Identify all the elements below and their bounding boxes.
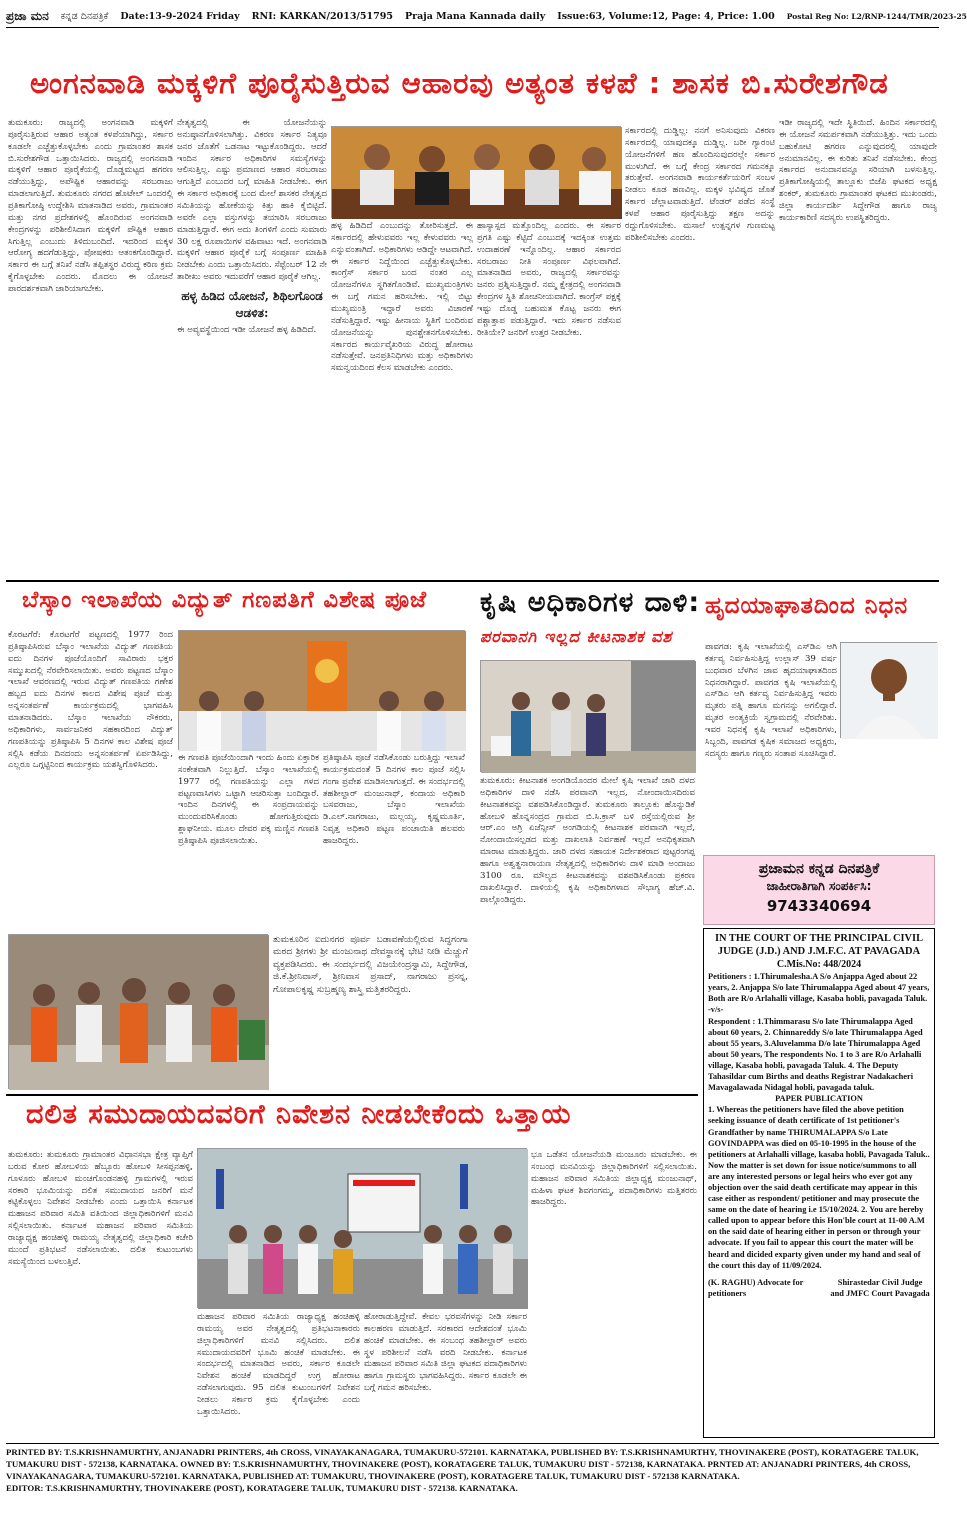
story6-col4: ಭೂ ಒಡೆತನ ಯೋಜನೆಯಡಿ ಮಂಜೂರು ಮಾಡಬೇಕು. ಈ ಸಂಬಂಧ ಮನವಿಯನ್ನು ಜಿಲ್ಲಾಧಿಕಾರಿಗಳಿಗೆ ಸಲ್ಲಿಸಲಾಯಿತು. ಮಹಾಜನ ಪರಿವಾರ ಸಮಿತಿಯ ಜಿಲ್ಲಾಧ್ಯಕ್ಷ ಮಂಜುನಾಥ್, ಮಹಿಳಾ ಘಟಕ ಶಿವಗಂಗಮ್ಮ, ಪದಾಧಿಕಾರಿಗಳು ಮತ್ತಿತರರು ಹಾಜರಿದ್ದರು. — [531, 1150, 697, 1208]
newspaper-tagline: ಕನ್ನಡ ದಿನಪತ್ರಿಕೆ — [60, 11, 109, 22]
protest-photo — [197, 1148, 527, 1308]
story1-col2-text: ನೇತೃತ್ವದಲ್ಲಿ ಈ ಯೋಜನೆಯನ್ನು ಅನುಷ್ಠಾನಗೊಳಿಸಲಾಗಿತ್ತು. ವಿಕರಣ ಸರ್ಕಾರ ನಿತ್ಯವೂ ಜನರ ಜೊತೆಗೆ ಒಡನಾಟ ಇಟ್ಟುಕೊಂಡಿದ್ದರು. ಆದರೆ ಇಂದಿನ ಸರ್ಕಾರ ಅಧಿಕಾರಿಗಳ ಸಮಸ್ಯೆಗಳನ್ನು ಆಲಿಸುತ್ತಿಲ್ಲ. ಎಷ್ಟು ಪ್ರಮಾಣದ ಆಹಾರ ಸರಬರಾಜು ಆಗುತ್ತಿದೆ ಎಂಬುದರ ಬಗ್ಗೆ ಮಾಹಿತಿ ನೀಡಬೇಕು. ಈಗ ಈ ಸರ್ಕಾರ ಅಧಿಕಾರಕ್ಕೆ ಬಂದ ಮೇಲೆ ಶಾಸಕರ ನೇತೃತ್ವದ ಸಮಿತಿಯನ್ನು ಹೋಕೆಯನ್ನು ಕಿತ್ತು ಹಾಕಿ ಕೈಬಿಟ್ಟಿದೆ. ಅವರೇ ಎಲ್ಲಾ ವಸ್ತುಗಳನ್ನು ತಯಾರಿಸಿ ಸರಬರಾಜು ಮಾಡುತ್ತಿದ್ದಾರೆ. ಈಗ ಅದು ತಿಂಗಳಿಗೆ ಎಂದು ಸುಮಾರು 30 ಲಕ್ಷ ರೂಪಾಯಿಗಳ ವಹಿವಾಟು ಇದೆ. ಅಂಗನವಾಡಿ ಮಕ್ಕಳಿಗೆ ಆಹಾರ ಪೂರೈಕೆ ಬಗ್ಗೆ ಸಂಪೂರ್ಣ ಮಾಹಿತಿ ನೀಡಬೇಕು ಎಂದು ಒತ್ತಾಯಿಸಿದರು. ಸೆಪ್ಟೆಂಬರ್ 12 ನೇ ತಾರೀಖು ಅವರು ಇದುವರೆಗೆ ಆಹಾರ ಪೂರೈಕೆ ಆಗಿಲ್ಲ. — [177, 118, 327, 283]
story2-col1: ಕೊರಟಗೆರೆ: ಕೊರಟಗೆರೆ ಪಟ್ಟಣದಲ್ಲಿ 1977 ರಿಂದ ಪ್ರತಿಷ್ಠಾಪಿಸಿರುವ ಬೆಸ್ಕಾಂ ಇಲಾಖೆಯ ವಿದ್ಯುತ್ ಗಣಪತಿಯ ಐದು ದಿನಗಳ ಪೂಜೆಯೊಂದಿಗೆ ಸಾವಿರಾರು ಭಕ್ತರ ಸಮ್ಮುಖದಲ್ಲಿ ನೆರವೇರಿಸಲಾಯಿತು. ಅವರು ಪಟ್ಟಣದ ಬೆಸ್ಕಾಂ ಇಲಾಖೆ ಆವರಣದಲ್ಲಿ ಇರುವ ವಿದ್ಯುತ್ ಗಣಪತಿಯ ಗಣೇಶ ಹಬ್ಬದ ಐದು ದಿನಗಳ ಕಾಲದ ವಿಶೇಷ ಪೂಜೆ ಮತ್ತು ಅನ್ನಸಂತರ್ಪಣೆ ಕಾರ್ಯಕ್ರಮದಲ್ಲಿ ಭಾಗವಹಿಸಿ ಮಾತನಾಡಿದರು. ಬೆಸ್ಕಾಂ ಇಲಾಖೆಯ ನೌಕರರು, ಅಧಿಕಾರಿಗಳು, ಸಾರ್ವಜನಿಕರ ಸಹಕಾರದಿಂದ ವಿದ್ಯುತ್ ಗಣಪತಿಯನ್ನು ಪ್ರತಿಷ್ಠಾಪಿಸಿ 5 ದಿನಗಳ ಕಾಲ ವಿಶೇಷ ಪೂಜೆ ಸಲ್ಲಿಸಿ ಕಡೆಯ ದಿನದಂದು ಅನ್ನಸಂತರ್ಪಣೆ ಏರ್ಪಡಿಸಿದ್ದು, ಎಲ್ಲರೂ ಒಗ್ಗಟ್ಟಿನಿಂದ ಕಾರ್ಯಕ್ರಮ ಯಶಸ್ವಿಗೊಳಿಸಿದರು. — [8, 630, 173, 771]
newspaper-title: Praja Mana Kannada daily — [404, 11, 546, 22]
court-petitioners: Petitioners : 1.Thirumalesha.A S/o Anjappa Aged about 22 years, 2. Anjappa S/o late Thirumalappa Aged about 47 years, Both are R/o Arlahalli village, Kasaba hobli, pavagada Taluk. — [708, 972, 930, 1004]
raid-illustration — [481, 661, 696, 773]
story1-headline: ಅಂಗನವಾಡಿ ಮಕ್ಕಳಿಗೆ ಪೂರೈಸುತ್ತಿರುವ ಆಹಾರವು ಅತ್ಯಂತ ಕಳಪೆ : ಶಾಸಕ ಬಿ.ಸುರೇಶಗೌಡ — [30, 66, 889, 100]
portrait-illustration — [841, 643, 938, 739]
obituary-portrait — [840, 642, 937, 738]
rni-number: RNI: KARKAN/2013/51795 — [251, 11, 393, 22]
swamiji-visit-photo — [8, 934, 268, 1089]
issue-info: Issue:63, Volume:12, Page: 4, Price: 1.00 — [557, 11, 775, 22]
court-case-no: C.Mis.No: 448/2024 — [776, 959, 862, 970]
story6-col3: ಹೋರಾಡುತ್ತಿದ್ದೇವೆ. ಕೇವಲ ಭರವಸೆಗಳನ್ನು ನೀಡಿ ಸರ್ಕಾರ ಕಾಲಹರಣ ಮಾಡುತ್ತಿದೆ. ಸರಕಾರದ ಆದೇಶದಂತೆ ಭೂಮಿ ಹಂಚಿಕೆ ಮಾಡಬೇಕು. ಈ ಸಂಬಂಧ ತಹಶೀಲ್ದಾರ್ ಅವರು ಸ್ಥಳ ಪರಿಶೀಲನೆ ನಡೆಸಿ ವರದಿ ನೀಡಬೇಕು. ಕರ್ನಾಟಕ ಮಹಾಜನ ಪರಿವಾರ ಸಮಿತಿ ಜಿಲ್ಲಾ ಘಟಕದ ಪದಾಧಿಕಾರಿಗಳು ಹಾಗೂ ಗ್ರಾಮಸ್ಥರು ಭಾಗವಹಿಸಿದ್ದರು. ಸರ್ಕಾರ ಕೂಡಲೇ ಈ ಬಗ್ಗೆ ಗಮನ ಹರಿಸಬೇಕು. — [364, 1312, 527, 1394]
court-vs: -v/s- — [708, 1005, 724, 1015]
court-advocate: (K. RAGHU) Advocate for petitioners — [708, 1277, 804, 1298]
puja-illustration — [179, 631, 466, 751]
story4-subheadline: ಪರವಾನಗಿ ಇಲ್ಲದ ಕೀಟನಾಶಕ ವಶ — [480, 627, 673, 646]
protest-illustration — [198, 1149, 528, 1309]
court-judge: Shirastedar Civil Judge and JMFC Court Pavagada — [830, 1277, 930, 1298]
story1-col5: ಸರ್ಕಾರದಲ್ಲಿ ದುಡ್ಡಿಲ್ಲ: ನನಗೆ ಅನಿಸುವುದು ವಿಕರಣ ಸರ್ಕಾರದಲ್ಲಿ ಯಾವುದಕ್ಕೂ ದುಡ್ಡಿಲ್ಲ. ಬರೀ ಗ್ಯಾರಂಟಿ ಯೋಜನೆಗಳಿಗೆ ಹಣ ಹೊಂದಿಸುವುದರಲ್ಲೇ ಸರ್ಕಾರ ಮುಳುಗಿದೆ. ಈ ಬಗ್ಗೆ ಕೇಂದ್ರ ಸರ್ಕಾರದ ಗಮನಕ್ಕೂ ತರುತ್ತೇವೆ. ಅಂಗನವಾಡಿ ಕಾರ್ಯಕರ್ತೆಯರಿಗೆ ಸಂಬಳ ನೀಡಲು ಕೂಡ ಹಣವಿಲ್ಲ. ಮಕ್ಕಳ ಭವಿಷ್ಯದ ಜೊತೆ ಸರ್ಕಾರ ಚೆಲ್ಲಾಟವಾಡುತ್ತಿದೆ. ಟೆಂಡರ್ ಪಡೆದ ಸಂಸ್ಥೆ ಕಳಪೆ ಆಹಾರ ಪೂರೈಸುತ್ತಿದ್ದು ತಕ್ಷಣ ಅದನ್ನು ರದ್ದುಗೊಳಿಸಬೇಕು. ಮಸಾಲೆ ಉತ್ಪನ್ನಗಳ ಗುಣಮಟ್ಟ ಪರಿಶೀಲಿಸಬೇಕು ಎಂದರು. — [625, 126, 775, 243]
issue-date: Date:13-9-2024 Friday — [120, 11, 240, 22]
story1-col4: ಹಾಸ್ಯಾಸ್ಪದ ಮತ್ತೊಂದಿಲ್ಲ ಎಂದರು. ಈ ಸರ್ಕಾರ ಪ್ರಗತಿ ಎಷ್ಟು ಕೆಟ್ಟಿದೆ ಎಂಬುದಕ್ಕೆ ಇದಕ್ಕಿಂತ ಉತ್ತಮ ಉದಾಹರಣೆ ಇನ್ನೊಂದಿಲ್ಲ. ಆಹಾರ ಸರ್ಕಾರದ ಸರಬರಾಜು ನೀತಿ ಸಂಪೂರ್ಣ ವಿಫಲವಾಗಿದೆ. ಮಾತನಾಡಿದ ಅವರು, ರಾಜ್ಯದಲ್ಲಿ ಸರ್ಕಾರವನ್ನು ಜನರು ಪ್ರಶ್ನಿಸುತ್ತಿದ್ದಾರೆ. ನಮ್ಮ ಕ್ಷೇತ್ರದಲ್ಲಿ ಅಂಗನವಾಡಿ ಕೇಂದ್ರಗಳ ಸ್ಥಿತಿ ಶೋಚನೀಯವಾಗಿದೆ. ಕಾಂಗ್ರೆಸ್ ಪಕ್ಷಕ್ಕೆ ಇಷ್ಟು ದೊಡ್ಡ ಬಹುಮತ ಕೊಟ್ಟ ಜನರು ಈಗ ಪಶ್ಚಾತ್ತಾಪ ಪಡುತ್ತಿದ್ದಾರೆ. ಇದು ಸರ್ಕಾರ ನಡೆಸುವ ರೀತಿಯೇ? ಜನರಿಗೆ ಉತ್ತರ ನೀಡಬೇಕು. — [477, 221, 621, 338]
story2-col3: ಪ್ರತಿಷ್ಠಾಪಿಸಿ ಪೂಜೆ ನಡೆಸಿಕೊಂಡು ಬರುತ್ತಿದ್ದು ಇಲಾಖೆ ಕಾರ್ಯಕ್ರಮದಂತೆ 5 ದಿನಗಳ ಕಾಲ ಪೂಜೆ ಸಲ್ಲಿಸಿ ಗಂಗಾ ಪ್ರವೇಶ ಮಾಡಿಸಲಾಗುತ್ತದೆ. ಈ ಸಂದರ್ಭದಲ್ಲಿ ತಹಶೀಲ್ದಾರ್ ಮಂಜುನಾಥ್, ಕಂದಾಯ ಅಧಿಕಾರಿ ಬಸವರಾಜು, ಬೆಸ್ಕಾಂ ಇಲಾಖೆಯ ಡಿ.ಎಲ್.ನಾಗರಾಜು, ಮಲ್ಲಯ್ಯ, ಕೃಷ್ಣಮೂರ್ತಿ, ನಿವೃತ್ತ ಅಧಿಕಾರಿ ಪಟ್ಟಣ ಪಂಚಾಯಿತಿ ಹಲವರು ಹಾಜರಿದ್ದರು. — [323, 753, 465, 847]
postal-reg: Postal Reg No: L2/RNP-1244/TMR/2023-25 — [786, 12, 967, 21]
footer-imprint: PRINTED BY: T.S.KRISHNAMURTHY, ANJANADRI PRINTERS, 4th CROSS, VINAYAKANAGARA, TUMAKURU-572101. KARNATAKA, PUBLISHED BY: T.S.KRISHNAMURTHY, THOVINAKERE (POST), KORATAGERE TALUK, TUMAKURU DIST - 572138, KARNATAKA. OWNED BY: T.S.KRISHNAMURTHY, THOVINAKERE (POST), KORATAGERE TALUK, TUMAKURU DIST - 572138, KARNATAKA. PRNTED AT: ANJANADRI PRINTERS, 4th CROSS, VINAYAKANAGARA, TUMAKURU-572101. KARNATAKA, PUBLISHED AT: TUMAKURU, THOVINAKERE (POST), KORATAGERE TALUK, TUMAKURU DIST - 572138 KARNATAKA. — [6, 1447, 919, 1481]
story1-subheading: ಹಳ್ಳ ಹಿಡಿದ ಯೋಜನೆ, ಶಿಥಿಲಗೊಂಡ ಆಡಳಿತ: — [181, 289, 323, 320]
story1-col6: ಇಡೀ ರಾಜ್ಯದಲ್ಲಿ ಇದೇ ಸ್ಥಿತಿಯಿದೆ. ಹಿಂದಿನ ಸರ್ಕಾರದಲ್ಲಿ ಈ ಯೋಜನೆ ಸಮರ್ಪಕವಾಗಿ ನಡೆಯುತ್ತಿತ್ತು. ಇದು ಒಂದು ಬಹುಕೋಟಿ ಹಗರಣ ಎನ್ನುವುದರಲ್ಲಿ ಯಾವುದೇ ಅನುಮಾನವಿಲ್ಲ. ಈ ಕುರಿತು ತನಿಖೆ ನಡೆಸಬೇಕು. ಕೇಂದ್ರ ಸರ್ಕಾರದ ಅನುದಾನವನ್ನೂ ಸರಿಯಾಗಿ ಬಳಸುತ್ತಿಲ್ಲ. ಪ್ರತಿಕಾಗೋಷ್ಠಿಯಲ್ಲಿ ತಾಲ್ಲೂಕು ಬಿಜೆಪಿ ಘಟಕದ ಅಧ್ಯಕ್ಷ ಶಂಕರ್, ತುಮಕೂರು ಗ್ರಾಮಾಂತರ ಘಟಕದ ಮುಖಂಡರು, ಜಿಲ್ಲಾ ಕಾರ್ಯದರ್ಶಿ ಸಿದ್ದೇಗೌಡ ಹಾಗೂ ರಾಜ್ಯ ಕಾರ್ಯಕಾರಿಣಿ ಸದಸ್ಯರು ಉಪಸ್ಥಿತರಿದ್ದರು. — [779, 118, 937, 223]
story4-headline: ಕೃಷಿ ಅಧಿಕಾರಿಗಳ ದಾಳಿ: — [480, 587, 701, 618]
court-pub-title: PAPER PUBLICATION — [775, 1094, 863, 1104]
swamiji-illustration — [9, 935, 269, 1090]
pesticide-raid-photo — [480, 660, 695, 772]
newspaper-logo: ಪ್ರಜಾ ಮನ — [6, 9, 49, 23]
story6-col1: ತುಮಕೂರು: ತುಮಕೂರು ಗ್ರಾಮಾಂತರ ವಿಧಾನಸಭಾ ಕ್ಷೇತ್ರ ವ್ಯಾಪ್ತಿಗೆ ಬರುವ ಕೋರ ಹೋಬಳಿಯ ಹೆಬ್ಬೂರು ಹೋಬಳಿ ಸೀಸಪ್ಪನಹಳ್ಳಿ, ಗೂಳೂರು ಹೋಬಳಿ ಮಂಚಗೊಂಡನಹಳ್ಳಿ ಗ್ರಾಮಗಳಲ್ಲಿ ಇರುವ ಸರಕಾರಿ ಭೂಮಿಯನ್ನು ದಲಿತ ಸಮುದಾಯದ ಜನರಿಗೆ ಮನೆ ಕಟ್ಟಿಕೊಳ್ಳಲು ನಿವೇಶನ ನೀಡಬೇಕು ಎಂದು ಒತ್ತಾಯಿಸಿ ಕರ್ನಾಟಕ ಮಹಾಜನ ಪರಿವಾರ ಸಮಿತಿ ವತಿಯಿಂದ ಜಿಲ್ಲಾಧಿಕಾರಿಗಳಿಗೆ ಮನವಿ ಸಲ್ಲಿಸಲಾಯಿತು. ಕರ್ನಾಟಕ ಮಹಾಜನ ಪರಿವಾರ ಸಮಿತಿಯ ರಾಜ್ಯಾಧ್ಯಕ್ಷ ಹಂಚಿಹಳ್ಳಿ ರಾಮಯ್ಯ ನೇತೃತ್ವದಲ್ಲಿ ಜಿಲ್ಲಾಧಿಕಾರಿ ಕಚೇರಿ ಮುಂದೆ ಪ್ರತಿಭಟನೆ ನಡೆಸಲಾಯಿತು. ದಲಿತ ಕುಟುಂಬಗಳು ಸಮಸ್ಯೆಯಿಂದ ಬಳಲುತ್ತಿವೆ. — [8, 1150, 193, 1267]
story3-caption: ತುಮಕೂರಿನ ಐದುನಗರ ಪೂರ್ವ ಬಡಾವಣೆಯಲ್ಲಿರುವ ಸಿದ್ಧಗಂಗಾ ಮಠದ ಶ್ರೀಗಳು ಶ್ರೀ ಮಂಜುನಾಥ ದೇವಸ್ಥಾನಕ್ಕೆ ಭೇಟಿ ನೀಡಿ ಮೆಚ್ಚುಗೆ ವ್ಯಕ್ತಪಡಿಸಿದರು. ಈ ಸಂದರ್ಭದಲ್ಲಿ ವಿಜಯೇಂದ್ರಸ್ವಾಮಿ, ಸಿದ್ದೇಗೌಡ, ಜಿ.ಕೆ.ಶ್ರೀನಿವಾಸ್, ಶ್ರೀನಿವಾಸ ಪ್ರಸಾದ್, ನಾಗರಾಜು ಪ್ರಸನ್ನ, ಗೋಪಾಲಕೃಷ್ಣ ಸುಬ್ರಹ್ಮಣ್ಯ ಶಾಸ್ತ್ರಿ ಮತ್ತಿತರರಿದ್ದರು. — [273, 935, 468, 995]
story1-col2b-text: ಈ ಅವ್ಯವಸ್ಥೆಯಿಂದ ಇಡೀ ಯೋಜನೆ ಹಳ್ಳ ಹಿಡಿದಿದೆ. — [177, 325, 317, 336]
divider — [6, 1094, 698, 1096]
press-meet-photo — [331, 126, 621, 218]
ganapathi-puja-photo — [178, 630, 465, 750]
story5-body-top — [705, 642, 837, 759]
court-signatures — [708, 1277, 930, 1299]
story4-body: ತುಮಕೂರು: ಕೀಟನಾಶಕ ಅಂಗಡಿಯೊಂದರ ಮೇಲೆ ಕೃಷಿ ಇಲಾಖೆ ಜಾರಿ ದಳದ ಅಧಿಕಾರಿಗಳ ದಾಳಿ ನಡೆಸಿ ಪರವಾನಗಿ ಇಲ್ಲದ, ನೋಂದಾಯಿಸದಿರುವ ಕೀಟನಾಶಕವನ್ನು ವಶಪಡಿಸಿಕೊಂಡಿದ್ದಾರೆ. ತುಮಕೂರು ತಾಲ್ಲೂಕು ಹೊನ್ನುಡಿಕೆ ಹೋಬಳಿ ಹೊನ್ನಸಂದ್ರದ ಗ್ರಾಮದ ಬಿ.ಸಿ.ಕ್ರಾಸ್ ಬಳಿ ರಸ್ತೆಯಲ್ಲಿರುವ ಶ್ರೀ ಆರ್.ಎಂ ಅಗ್ರಿ ಏಜೆನ್ಸೀಸ್ ಅಂಗಡಿಯಲ್ಲಿ ಕೀಟನಾಶಕ ಪರವಾನಗಿ ಇಲ್ಲದೆ, ನೋಂದಾಯಿಸಲ್ಪಡದ ಮತ್ತು ದಾಖಲಾತಿ ನಿರ್ವಹಣೆ ಇಲ್ಲದೆ ಅನಧಿಕೃತವಾಗಿ ಮಾರಾಟ ಮಾಡುತ್ತಿದ್ದರು. ಜಾರಿ ದಳದ ಸಹಾಯಕ ನಿರ್ದೇಶಕರಾದ ಪುಟ್ಟರಂಗಪ್ಪ ಹಾಗೂ ಅಶ್ವತ್ಥನಾರಾಯಣ ನೇತೃತ್ವದಲ್ಲಿ ಅಧಿಕಾರಿಗಳು ದಾಳಿ ಮಾಡಿ ಅಂದಾಜು 3100 ರೂ. ಮೌಲ್ಯದ ಕೀಟನಾಶಕವನ್ನು ವಶಪಡಿಸಿಕೊಂಡು ಪ್ರಕರಣ ದಾಖಲಿಸಿದ್ದಾರೆ. ದಾಳಿಯಲ್ಲಿ ಕೃಷಿ ಅಧಿಕಾರಿಗಳಾದ ಸೌಭಾಗ್ಯ ಹೆಚ್.ವಿ. ಪಾಲ್ಗೊಂಡಿದ್ದರು. — [480, 776, 695, 905]
ad-phone: 9743340694 — [766, 897, 872, 915]
press-meet-illustration — [332, 127, 622, 219]
story6-headline: ದಲಿತ ಸಮುದಾಯದವರಿಗೆ ನಿವೇಶನ ನೀಡಬೇಕೆಂದು ಒತ್ತಾಯ — [26, 1099, 572, 1130]
story5-body: ಪಾವಗಡ: ಕೃಷಿ ಇಲಾಖೆಯಲ್ಲಿ ಎಸ್‌ಡಿಎ ಆಗಿ ಕರ್ತವ್ಯ ನಿರ್ವಹಿಸುತ್ತಿದ್ದ ಉಲ್ಲಾಸ್ 39 ವರ್ಷ ಬುಧವಾರ ಬೆಳಗಿನ ಜಾವ ಹೃದಯಾಘಾತದಿಂದ ನಿಧನರಾಗಿದ್ದಾರೆ. ಪಾವಗಡ ಕೃಷಿ ಇಲಾಖೆಯಲ್ಲಿ ಎಸ್‌ಡಿಎ ಆಗಿ ಕರ್ತವ್ಯ ನಿರ್ವಹಿಸುತ್ತಿದ್ದ ಇವರು ಮೃತರು ಪತ್ನಿ ಹಾಗೂ ಮಗನನ್ನು ಅಗಲಿದ್ದಾರೆ. ಮೃತರ ಅಂತ್ಯಕ್ರಿಯೆ ಸ್ವಗ್ರಾಮದಲ್ಲಿ ನೆರವೇರಿತು. ಇವರ ನಿಧನಕ್ಕೆ ಕೃಷಿ ಇಲಾಖೆ ಅಧಿಕಾರಿಗಳು, ಸಿಬ್ಬಂದಿ, ಪಾವಗಡ ಕೃಷಿಕ ಸಮಾಜದ ಅಧ್ಯಕ್ಷರು, ಸದಸ್ಯರು ಹಾಗೂ ಗಣ್ಯರು ಸಂತಾಪ ಸೂಚಿಸಿದ್ದಾರೆ. — [705, 642, 837, 759]
story5-headline: ಹೃದಯಾಘಾತದಿಂದ ನಿಧನ — [705, 593, 909, 619]
divider — [6, 580, 939, 582]
printer-footer — [6, 1443, 939, 1519]
advertisement-box — [703, 855, 935, 925]
masthead — [6, 6, 967, 28]
story1-col1: ತುಮಕೂರು: ರಾಜ್ಯದಲ್ಲಿ ಅಂಗನವಾಡಿ ಮಕ್ಕಳಿಗೆ ಪೂರೈಸುತ್ತಿರುವ ಆಹಾರ ಅತ್ಯಂತ ಕಳಪೆಯಾಗಿದ್ದು, ಸರ್ಕಾರ ಕೂಡಲೇ ಎಚ್ಚೆತ್ತುಕೊಳ್ಳಬೇಕು ಎಂದು ಗ್ರಾಮಾಂತರ ಶಾಸಕ ಬಿ.ಸುರೇಶಗೌಡ ಒತ್ತಾಯಿಸಿದರು. ರಾಜ್ಯದಲ್ಲಿ ಅಂಗನವಾಡಿ ಮಕ್ಕಳಿಗೆ ಆಹಾರ ಪೂರೈಕೆಯಲ್ಲಿ ದೊಡ್ಡಮಟ್ಟದ ಹಗರಣ ನಡೆಯುತ್ತಿದ್ದು, ಅಪೌಷ್ಟಿಕ ಆಹಾರವನ್ನು ಸರಬರಾಜು ಮಾಡಲಾಗುತ್ತಿದೆ. ತುಮಕೂರು ನಗರದ ಹೊಟೇಲ್ ಒಂದರಲ್ಲಿ ಪ್ರತಿಕಾಗೋಷ್ಠಿ ಉದ್ದೇಶಿಸಿ ಮಾತನಾಡಿದ ಅವರು, ಗ್ರಾಮಾಂತರ ಮತ್ತು ನಗರ ಪ್ರದೇಶಗಳಲ್ಲಿ ಹೊಂದಿರುವ ಅಂಗನವಾಡಿ ಕೇಂದ್ರಗಳನ್ನು ಪರಿಶೀಲಿಸಿದಾಗ ಮಕ್ಕಳಿಗೆ ಪೌಷ್ಟಿಕ ಆಹಾರ ಸಿಗುತ್ತಿಲ್ಲ ಎಂಬುದು ತಿಳಿದುಬಂದಿದೆ. ಇದರಿಂದ ಮಕ್ಕಳ ಆರೋಗ್ಯ ಹದಗೆಡುತ್ತಿದ್ದು, ಪೋಷಕರು ಆತಂಕಗೊಂಡಿದ್ದಾರೆ. ಸರ್ಕಾರ ಈ ಬಗ್ಗೆ ತನಿಖೆ ನಡೆಸಿ ತಪ್ಪಿತಸ್ಥರ ವಿರುದ್ಧ ಕಠಿಣ ಕ್ರಮ ಕೈಗೊಳ್ಳಬೇಕು ಎಂದರು. ಮೊದಲು ಈ ಯೋಜನೆ ಪಾರದರ್ಶಕವಾಗಿ ಜಾರಿಯಾಗಬೇಕು. — [8, 118, 173, 295]
court-respondents: Respondent : 1.Thimmarasu S/o late Thirumalappa Aged about 60 years, 2. Chinnareddy S/o late Thirumalappa Aged about 55 years, 3.Aluvelamma D/o late Thirumalappa Aged about 50 years, The respondents No. 1 to 3 are R/o Arlahalli village, Kasaba hobli, pavagada Taluk. 4. The Deputy Tahasildar cum Births and deaths Registrar Nadakacheri Mavagalawada Nidagal hobli, pavagada taluk. — [708, 1016, 923, 1093]
ad-line2: ಜಾಹೀರಾತಿಗಾಗಿ ಸಂಪರ್ಕಿಸಿ: — [766, 879, 872, 893]
story2-col2: ಈ ಗಣಪತಿ ಪೂಜೆಯಿಂದಾಗಿ ಇಂದು ಹಿಂದು ಏಕ್ತಾರಿಕ ಸಂಕೇತವಾಗಿ ನಿಲ್ಲುತ್ತಿದೆ. ಬೆಸ್ಕಾಂ ಇಲಾಖೆಯಲ್ಲಿ 1977 ರಲ್ಲಿ ಗಣಪತಿಯನ್ನು ಎಲ್ಲಾ ಗಳದ ಪಟ್ಟಣವಾಸಿಗಳು ಒಟ್ಟಾಗಿ ಆಚರಿಸುತ್ತಾ ಬಂದಿದ್ದಾರೆ. ಇಂದಿನ ದಿನಗಳಲ್ಲಿ ಈ ಸಂಪ್ರದಾಯವನ್ನು ಮುಂದುವರಿಸಿಕೊಂಡು ಹೋಗುತ್ತಿರುವುದು ಶ್ಲಾಘನೀಯ. ಮೂಲ ದೇವರ ಪಕ್ಕ ಮಣ್ಣಿನ ಗಣಪತಿ ಪ್ರತಿಷ್ಠಾಪಿಸಿ ಪೂಜಿಸಲಾಯಿತು. — [178, 753, 319, 847]
story1-col2 — [177, 118, 327, 578]
court-title: IN THE COURT OF THE PRINCIPAL CIVIL JUDGE (J.D.) AND J.M.F.C. AT PAVAGADA — [714, 933, 924, 957]
ad-line1: ಪ್ರಜಾಮನ ಕನ್ನಡ ದಿನಪತ್ರಿಕೆ — [758, 861, 880, 877]
court-notice — [703, 928, 935, 1438]
story1-col3: ಹಳ್ಳ ಹಿಡಿದಿದೆ ಎಂಬುದನ್ನು ತೋರಿಸುತ್ತದೆ. ಈ ಸರ್ಕಾರದಲ್ಲಿ ಹೇಳುವವರು ಇಲ್ಲ ಕೇಳುವವರು ಇಲ್ಲ ಎನ್ನುವಂತಾಗಿದೆ. ಅಧಿಕಾರಿಗಳು ಆಡಿದ್ದೇ ಆಟವಾಗಿದೆ. ಈ ಸರ್ಕಾರ ನಿದ್ದೆಯಿಂದ ಎಚ್ಚೆತ್ತುಕೊಳ್ಳಬೇಕು. ಕಾಂಗ್ರೆಸ್ ಸರ್ಕಾರ ಬಂದ ನಂತರ ಎಲ್ಲ ಯೋಜನೆಗಳೂ ಸ್ಥಗಿತಗೊಂಡಿವೆ. ಮುಖ್ಯಮಂತ್ರಿಗಳು ಈ ಬಗ್ಗೆ ಗಮನ ಹರಿಸಬೇಕು. ಇಲ್ಲಿ ಬಿಟ್ಟು ಮುಖ್ಯಮಂತ್ರಿ ಇದ್ದಾರೆ ಅವರು ವಿಚಾರಣೆ ನಡೆಸುತ್ತಿದ್ದಾರೆ. ಇಷ್ಟು ಹೀನಾಯ ಸ್ಥಿತಿಗೆ ಬಂದಿರುವ ಯೋಜನೆಯನ್ನು ಪುನಶ್ಚೇತನಗೊಳಿಸಬೇಕು. ಸರ್ಕಾರದ ಕಾರ್ಯವೈಖರಿಯ ವಿರುದ್ಧ ಹೋರಾಟ ನಡೆಸುತ್ತೇವೆ. ಜನಪ್ರತಿನಿಧಿಗಳು ಮತ್ತು ಅಧಿಕಾರಿಗಳು ಸಮನ್ವಯದಿಂದ ಕೆಲಸ ಮಾಡಬೇಕು ಎಂದರು. — [331, 221, 473, 374]
footer-editor: EDITOR: T.S.KRISHNAMURTHY, THOVINAKERE (POST), KORATAGERE TALUK, TUMAKURU DIST - 572138. KARNATAKA. — [6, 1482, 518, 1493]
story2-headline: ಬೆಸ್ಕಾಂ ಇಲಾಖೆಯ ವಿದ್ಯುತ್ ಗಣಪತಿಗೆ ವಿಶೇಷ ಪೂಜೆ — [22, 587, 428, 613]
court-body: 1. Whereas the petitioners have filed the above petition seeking issuance of death certificate of 1st petitioner's Grandfather by name THIRUMALAPPA S/o Late GOVINDAPPA was died on 05-10-1995 in the house of the petitioners at Arlahalli village, kasaba hobli, Pavagada Taluk.. Now the matter is set down for issue notice/summons to all are any interested persons or legal heirs who ever got any objection over the said death certificate may appear in this case either as respondent/ petitioner and may prosecute the same on the date of hearing i.e 15/10/2024. 2. You are hereby called upon to appear before this Hon'ble court at 11-00 A.M on the said date of hearing either in person or through your advocate. If you fail to appear this court the mater will be heard and dicided exparty given under my hand and seal of the court this day of 11/09/2024. — [708, 1105, 930, 1270]
story6-col2: ಮಹಾಜನ ಪರಿವಾರ ಸಮಿತಿಯ ರಾಜ್ಯಾಧ್ಯಕ್ಷ ಹಂಚಿಹಳ್ಳಿ ರಾಮಯ್ಯ ಅವರ ನೇತೃತ್ವದಲ್ಲಿ ಪ್ರತಿಭಟನಾಕಾರರು ಜಿಲ್ಲಾಧಿಕಾರಿಗಳಿಗೆ ಮನವಿ ಸಲ್ಲಿಸಿದರು. ದಲಿತ ಸಮುದಾಯದವರಿಗೆ ಭೂಮಿ ಹಂಚಿಕೆ ಮಾಡಬೇಕು. ಈ ಸಂದರ್ಭದಲ್ಲಿ ಮಾತನಾಡಿದ ಅವರು, ಸರ್ಕಾರ ಕೂಡಲೇ ನಿವೇಶನ ಹಂಚಿಕೆ ಮಾಡದಿದ್ದರೆ ಉಗ್ರ ಹೋರಾಟ ನಡೆಸಲಾಗುವುದು. 95 ದಲಿತ ಕುಟುಂಬಗಳಿಗೆ ನಿವೇಶನ ನೀಡಲು ಸರ್ಕಾರ ಕ್ರಮ ಕೈಗೊಳ್ಳಬೇಕು ಎಂದು ಒತ್ತಾಯಿಸಿದರು. — [197, 1312, 360, 1417]
